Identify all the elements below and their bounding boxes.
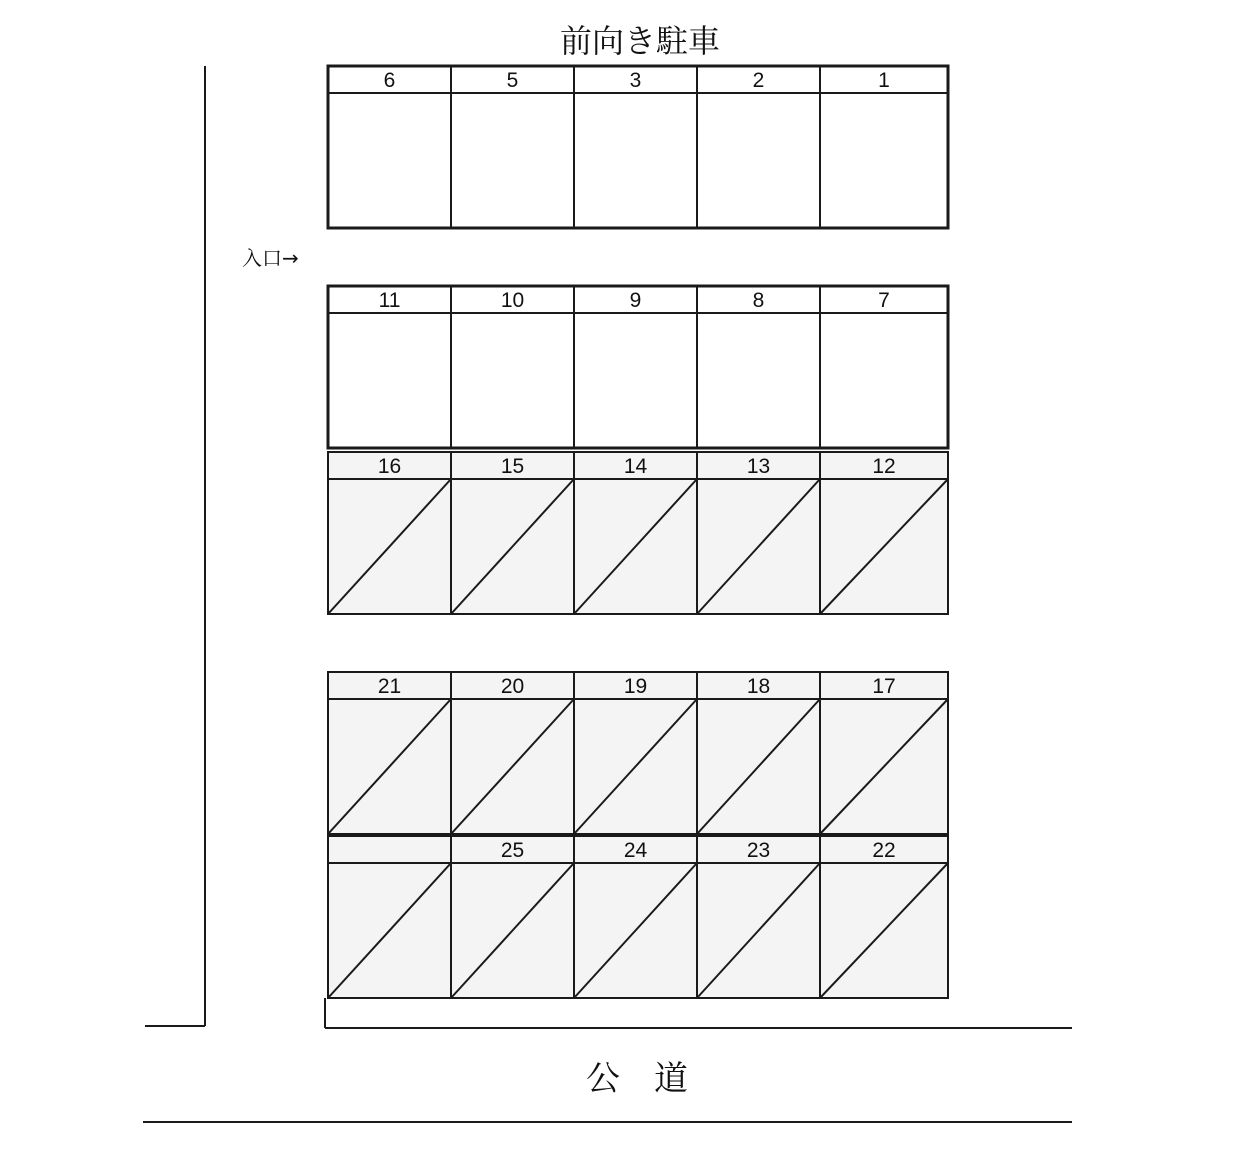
parking-space [451, 672, 574, 834]
parking-space [328, 672, 451, 834]
space-number: 20 [500, 675, 525, 698]
parking-rows [328, 66, 948, 998]
parking-space [820, 836, 948, 998]
parking-space [451, 66, 574, 228]
parking-space [451, 836, 574, 998]
space-number: 13 [746, 455, 771, 478]
space-number: 18 [746, 675, 771, 698]
space-box [820, 313, 948, 448]
space-number: 6 [383, 69, 396, 92]
space-number: 2 [752, 69, 765, 92]
space-number: 21 [377, 675, 402, 698]
space-box [574, 93, 697, 228]
space-number: 3 [629, 69, 642, 92]
parking-row [328, 836, 948, 998]
parking-space [451, 452, 574, 614]
space-number: 17 [872, 675, 896, 698]
space-number: 19 [623, 675, 648, 698]
parking-space [328, 836, 451, 998]
parking-row [328, 286, 948, 448]
space-number: 25 [500, 839, 525, 862]
parking-space [697, 836, 820, 998]
space-number: 15 [500, 455, 525, 478]
parking-space [574, 452, 697, 614]
parking-space [697, 66, 820, 228]
parking-row [328, 672, 948, 834]
parking-space [574, 66, 697, 228]
space-number: 10 [500, 289, 525, 312]
parking-space [451, 286, 574, 448]
space-number: 14 [623, 455, 648, 478]
parking-space [328, 452, 451, 614]
space-number: 5 [506, 69, 519, 92]
space-box [574, 313, 697, 448]
space-box [328, 313, 451, 448]
space-number: 23 [746, 839, 771, 862]
space-number: 24 [623, 839, 648, 862]
space-box [820, 93, 948, 228]
parking-space [697, 286, 820, 448]
parking-space [820, 672, 948, 834]
parking-space [574, 836, 697, 998]
space-box [697, 93, 820, 228]
parking-space [328, 286, 451, 448]
parking-row [328, 452, 948, 614]
road-label: 公 道 [586, 1059, 688, 1099]
space-number: 8 [752, 289, 765, 312]
entrance-label: 入口→ [242, 246, 299, 270]
parking-space [697, 452, 820, 614]
parking-space [328, 66, 451, 228]
parking-space [574, 286, 697, 448]
space-number: 1 [878, 69, 890, 92]
parking-space [574, 672, 697, 834]
space-box [451, 313, 574, 448]
space-box [328, 93, 451, 228]
space-number: 11 [378, 289, 401, 312]
map-title: 前向き駐車 [559, 22, 721, 60]
parking-space [820, 286, 948, 448]
space-box [697, 313, 820, 448]
parking-space [820, 452, 948, 614]
parking-space [820, 66, 948, 228]
space-number: 12 [872, 455, 896, 478]
space-number: 16 [377, 455, 402, 478]
space-number: 22 [872, 839, 896, 862]
space-number: 9 [629, 289, 642, 312]
space-number: 7 [878, 289, 890, 312]
parking-space [697, 672, 820, 834]
parking-row [328, 66, 948, 228]
space-number-cell [328, 836, 451, 863]
space-box [451, 93, 574, 228]
